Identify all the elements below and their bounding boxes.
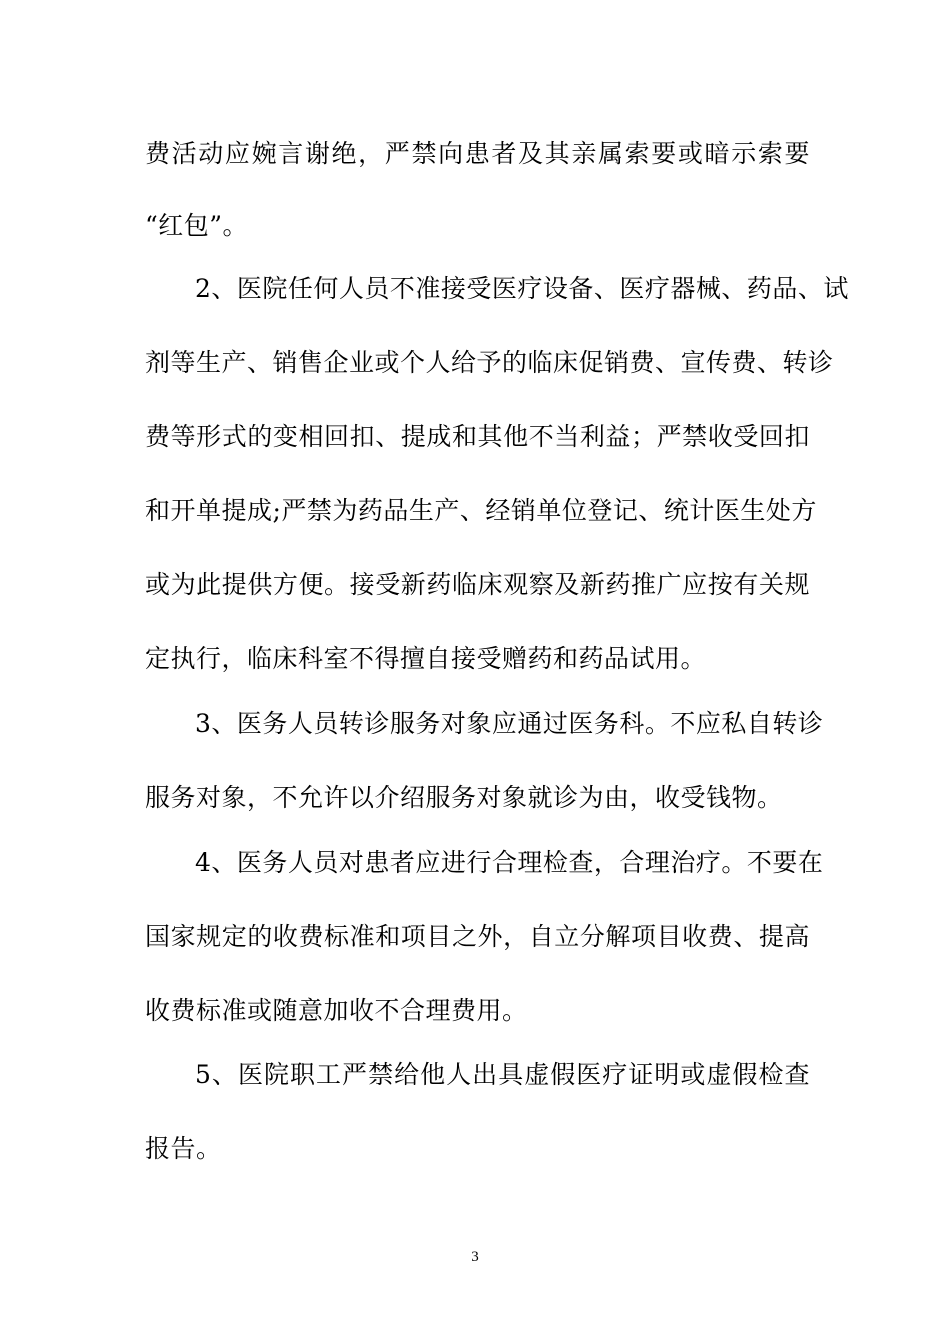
text-line-8: 定执行，临床科室不得擅自接受赠药和药品试用。 [145,644,707,673]
text-line-12: 国家规定的收费标准和项目之外，自立分解项目收费、提高 [145,922,810,951]
text-line-4: 剂等生产、销售企业或个人给予的临床促销费、宣传费、转诊 [145,348,834,377]
text-line-9: 3、医务人员转诊服务对象应通过医务科。不应私自转诊 [195,709,824,738]
text-line-13: 收费标准或随意加收不合理费用。 [145,996,528,1025]
text-line-6: 和开单提成;严禁为药品生产、经销单位登记、统计医生处方 [145,496,817,525]
text-line-11: 4、医务人员对患者应进行合理检查，合理治疗。不要在 [195,848,824,877]
text-line-7: 或为此提供方便。接受新药临床观察及新药推广应按有关规 [145,570,810,599]
text-line-14: 5、医院职工严禁给他人出具虚假医疗证明或虚假检查 [195,1060,810,1089]
page-number: 3 [471,1249,479,1265]
text-line-15: 报告。 [145,1134,222,1163]
text-line-2: “红包”。 [145,211,249,240]
text-line-5: 费等形式的变相回扣、提成和其他不当利益；严禁收受回扣 [145,422,810,451]
text-line-3: 2、医院任何人员不准接受医疗设备、医疗器械、药品、试 [195,274,849,303]
text-line-10: 服务对象，不允许以介绍服务对象就诊为由，收受钱物。 [145,783,783,812]
text-line-1: 费活动应婉言谢绝，严禁向患者及其亲属索要或暗示索要 [145,139,810,168]
